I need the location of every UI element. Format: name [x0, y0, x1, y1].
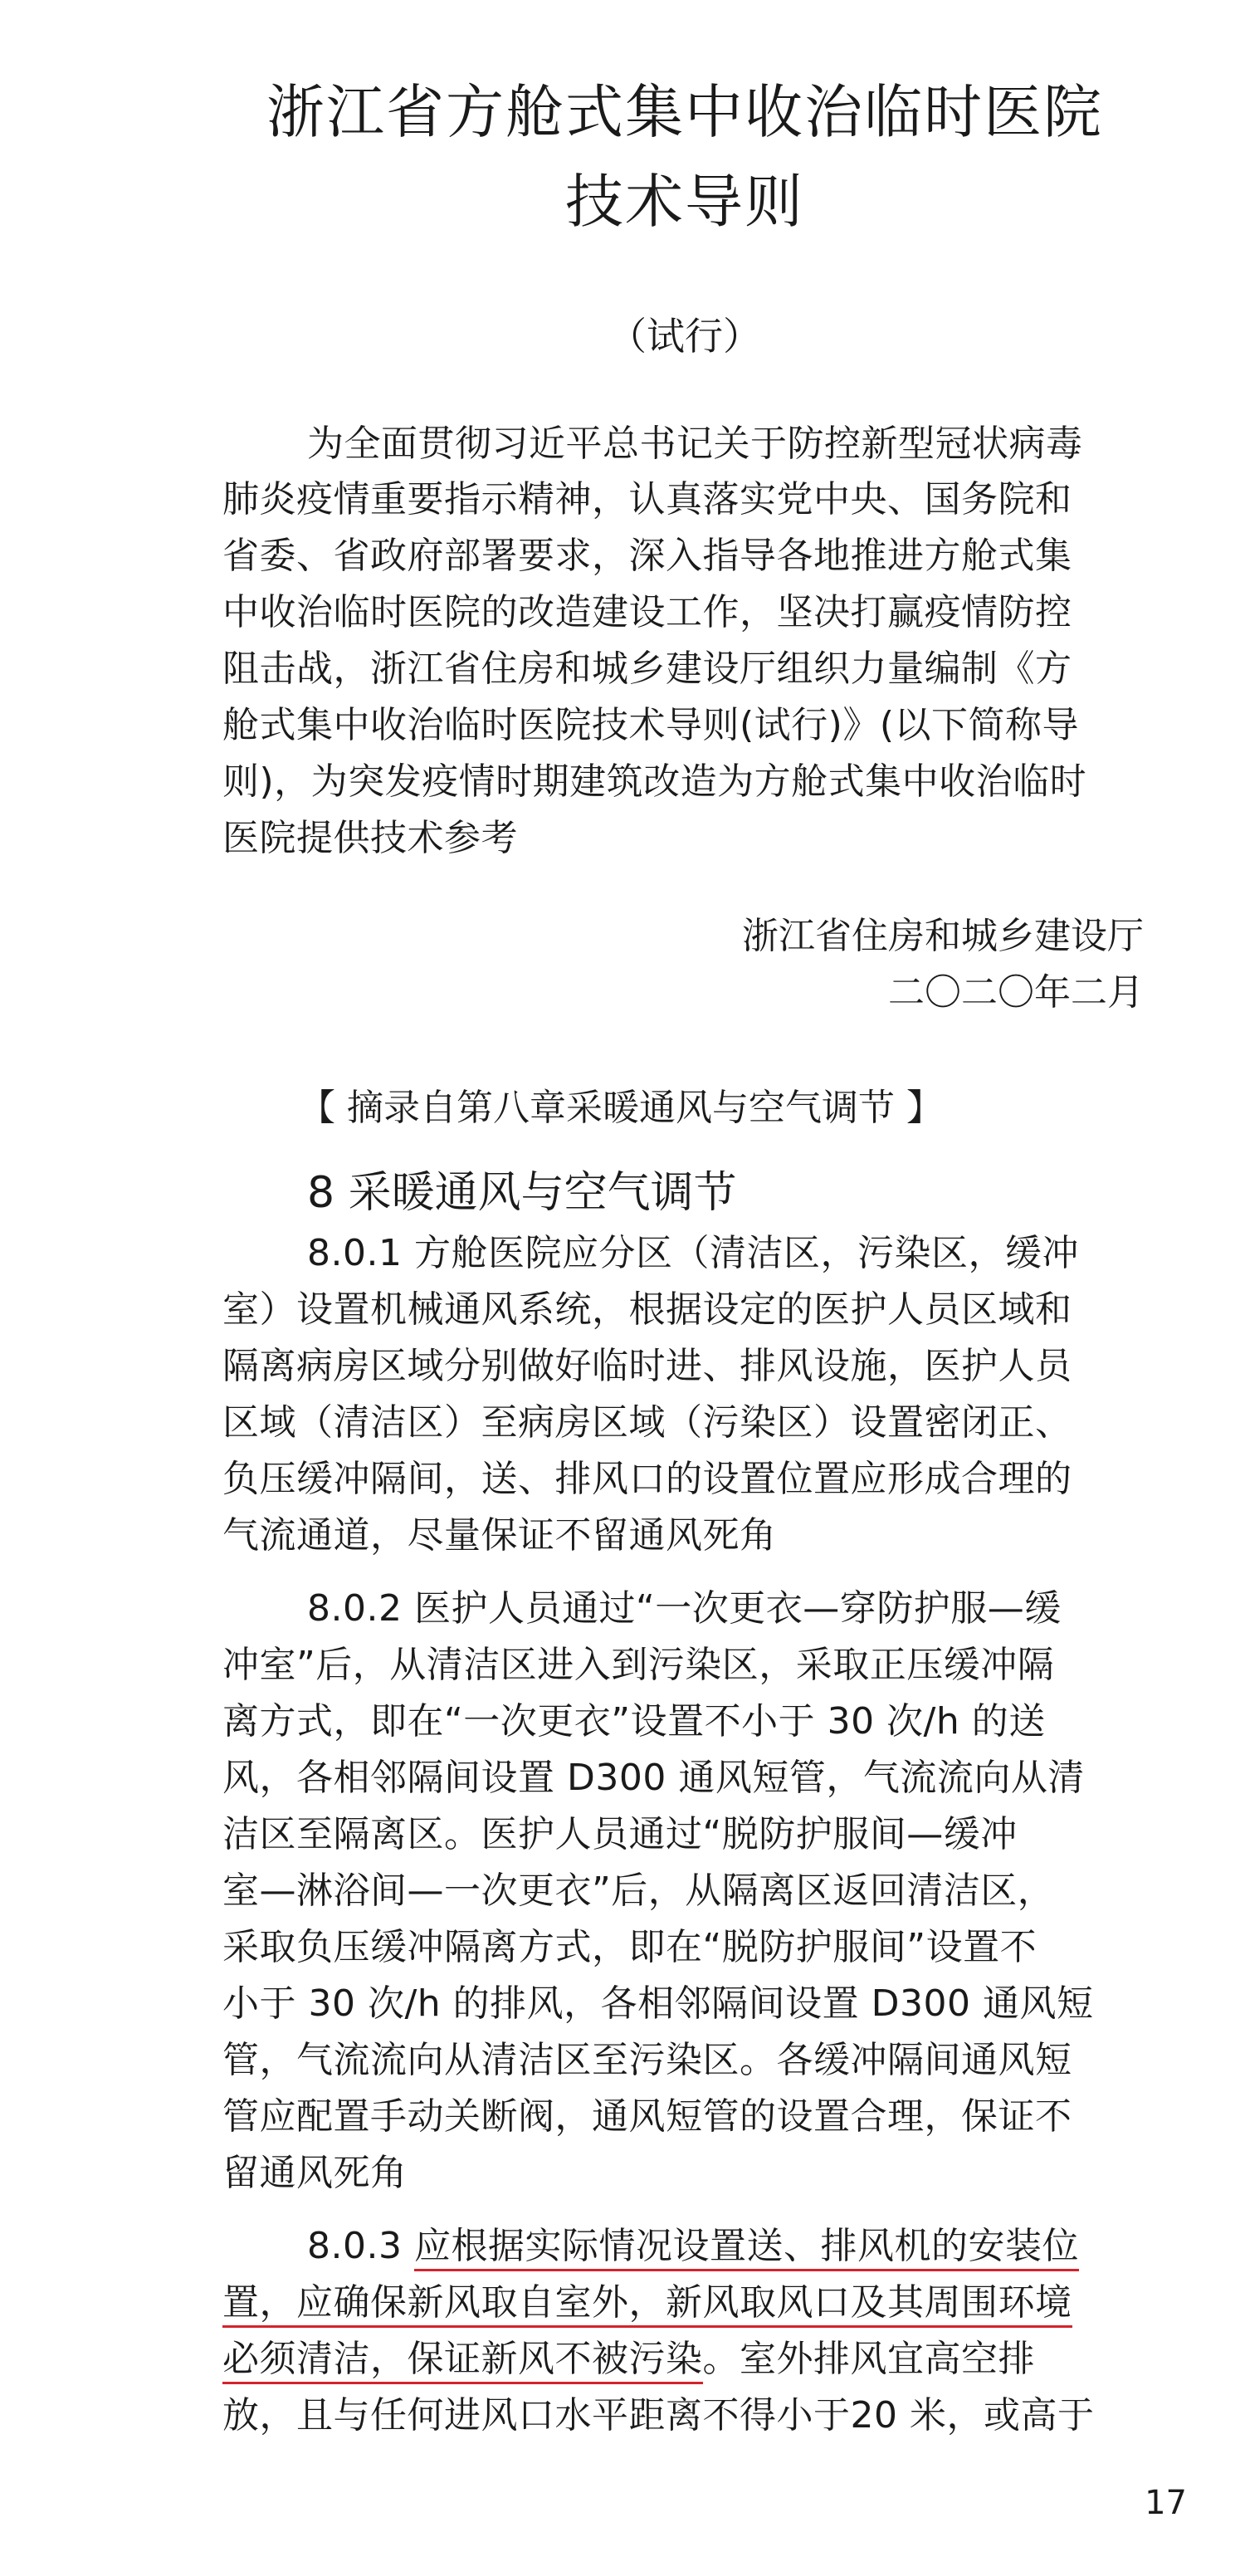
preface-line: 省委、省政府部署要求，深入指导各地推进方舱式集: [222, 535, 1072, 577]
excerpt-note: 【 摘录自第八章采暖通风与空气调节 】: [299, 1087, 943, 1129]
document-subtitle: （试行）: [608, 314, 761, 359]
preface-line: 阻击战，浙江省住房和城乡建设厅组织力量编制《方: [222, 648, 1072, 690]
issuer: 浙江省住房和城乡建设厅: [742, 915, 1144, 957]
underlined-text: 应根据实际情况设置送、排风机的安装位: [414, 2225, 1079, 2271]
clause-802-line: 8.0.2 医护人员通过“一次更衣—穿防护服—缓: [307, 1587, 1062, 1630]
document-title-line2: 技术导则: [565, 168, 804, 236]
page-number: 17: [1145, 2484, 1187, 2522]
clause-803-line: [307, 2222, 1079, 2271]
clause-802-line: 小于 30 次/h 的排风，各相邻隔间设置 D300 通风短: [222, 1982, 1094, 2025]
clause-802-line: 冲室”后，从清洁区进入到污染区，采取正压缓冲隔: [222, 1644, 1055, 1686]
clause-803-text: 。室外排风宜高空排: [702, 2338, 1035, 2380]
document-title-line1: 浙江省方舱式集中收治临时医院: [266, 78, 1103, 146]
clause-803-number: 8.0.3: [307, 2225, 414, 2267]
clause-802-line: 风，各相邻隔间设置 D300 通风短管，气流流向从清: [222, 1757, 1085, 1799]
underlined-text: 置，应确保新风取自室外，新风取风口及其周围环境: [222, 2281, 1072, 2328]
section-title: 8 采暖通风与空气调节: [307, 1168, 737, 1218]
clause-801-line: 负压缓冲隔间，送、排风口的设置位置应形成合理的: [222, 1458, 1072, 1500]
clause-803-line: 放，且与任何进风口水平距离不得小于20 米，或高于: [222, 2394, 1095, 2437]
clause-802-line: 离方式，即在“一次更衣”设置不小于 30 次/h 的送: [222, 1700, 1046, 1743]
clause-802-line: 室—淋浴间—一次更衣”后，从隔离区返回清洁区，: [222, 1870, 1055, 1912]
clause-801-line: 室）设置机械通风系统，根据设定的医护人员区域和: [222, 1288, 1072, 1331]
clause-801-line: 8.0.1 方舱医院应分区（清洁区，污染区，缓冲: [307, 1232, 1079, 1274]
preface-line: 舱式集中收治临时医院技术导则(试行)》(以下简称导: [222, 704, 1079, 746]
clause-802-line: 留通风死角: [222, 2152, 408, 2194]
underlined-text: 必须清洁，保证新风不被污染: [222, 2338, 703, 2384]
clause-802-line: 管，气流流向从清洁区至污染区。各缓冲隔间通风短: [222, 2039, 1072, 2081]
preface-line: 肺炎疫情重要指示精神，认真落实党中央、国务院和: [222, 478, 1072, 521]
preface-line: 为全面贯彻习近平总书记关于防控新型冠状病毒: [307, 423, 1083, 465]
clause-801-line: 区域（清洁区）至病房区域（污染区）设置密闭正、: [222, 1401, 1072, 1444]
preface-line: 中收治临时医院的改造建设工作，坚决打赢疫情防控: [222, 591, 1072, 633]
preface-line: 则)，为突发疫情时期建筑改造为方舱式集中收治临时: [222, 760, 1087, 803]
clause-803-line: [222, 2334, 1035, 2384]
clause-803-line: [222, 2278, 1072, 2328]
clause-802-line: 洁区至隔离区。医护人员通过“脱防护服间—缓冲: [222, 1813, 1018, 1855]
preface-line: 医院提供技术参考: [222, 817, 518, 859]
clause-801-line: 气流通道，尽量保证不留通风死角: [222, 1514, 777, 1557]
clause-801-line: 隔离病房区域分别做好临时进、排风设施，医护人员: [222, 1345, 1072, 1387]
clause-802-line: 采取负压缓冲隔离方式，即在“脱防护服间”设置不: [222, 1926, 1038, 1968]
issue-date: 二〇二〇年二月: [888, 971, 1144, 1014]
clause-802-line: 管应配置手动关断阀，通风短管的设置合理，保证不: [222, 2095, 1072, 2138]
